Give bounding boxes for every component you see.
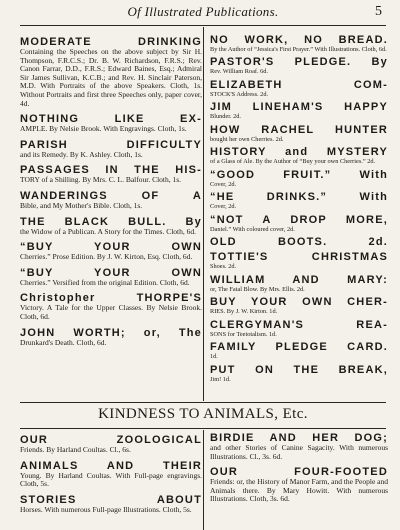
right-column bbox=[210, 34, 388, 386]
page-header bbox=[20, 4, 386, 24]
entry-title: “NOT A DROP MORE, bbox=[210, 213, 388, 226]
catalogue-entry bbox=[20, 241, 202, 262]
lower-column-divider bbox=[203, 430, 204, 530]
entry-title: HISTORY and MYSTERY bbox=[210, 146, 388, 159]
entry-title: BUY YOUR OWN CHER- bbox=[210, 296, 388, 309]
catalogue-entry bbox=[210, 319, 388, 338]
entry-description: Shoes. 2d. bbox=[210, 263, 237, 271]
catalogue-entry bbox=[210, 236, 388, 248]
catalogue-entry bbox=[210, 169, 388, 188]
catalogue-entry bbox=[20, 113, 202, 134]
entry-description: Young. By Harland Coultas. With Full-page engravings. Cloth, 5s. bbox=[20, 470, 202, 489]
entry-title: THE BLACK BULL. By bbox=[20, 215, 202, 228]
left-column bbox=[20, 36, 202, 352]
entry-description: STOCK'S Address. 2d. bbox=[210, 90, 269, 98]
catalogue-entry bbox=[210, 146, 388, 165]
catalogue-entry bbox=[210, 274, 388, 293]
catalogue-entry bbox=[20, 327, 202, 348]
entry-description: bought her own Cherries. 2d. bbox=[210, 135, 284, 143]
entry-description: Cherries.” Versified from the original Edition. Cloth, 6d. bbox=[20, 277, 190, 287]
entry-title: Christopher THORPE'S bbox=[20, 292, 202, 305]
entry-description: AMPLE. By Nelsie Brook. With Engravings. Cloth, 1s. bbox=[20, 124, 187, 134]
entry-description: Containing the Speeches on the above subject by Sir H. Thompson, F.R.C.S.; Dr. B. W. Richardson, F.R.S.; Rev. Canon Farrar, D.D., F.R.S.; Edward Baines, Esq.; Admiral Sir James Sullivan, K.C.B.; and Rev. H. Sinclair Paterson, M.D. With Portraits of the above Speakers. Cloth, 1s. Without Portraits and first three Speeches only, paper cover, 4d. bbox=[20, 47, 202, 108]
catalogue-entry bbox=[210, 214, 388, 233]
entry-description: Bible, and My Mother's Bible. Cloth, 1s. bbox=[20, 200, 143, 210]
entry-title: FAMILY PLEDGE CARD. bbox=[210, 341, 388, 354]
entry-description: and other Stories of Canine Sagacity. With numerous Illustrations. Cl., 3s. 6d. bbox=[210, 443, 388, 461]
entry-title: HOW RACHEL HUNTER bbox=[210, 123, 388, 136]
entry-title: PUT ON THE BREAK, bbox=[210, 363, 388, 376]
catalogue-entry bbox=[20, 36, 202, 108]
entry-title: STORIES ABOUT bbox=[20, 493, 202, 506]
entry-description: Rev. William Roaf. 6d. bbox=[210, 68, 268, 76]
catalogue-entry bbox=[20, 139, 202, 160]
entry-description: TORY of a Shilling. By Mrs. C. L. Balfour. Cloth, 1s. bbox=[20, 175, 182, 185]
entry-description: Friends. By Harland Coultas. Cl., 6s. bbox=[20, 445, 131, 454]
entry-title: PASTOR'S PLEDGE. By bbox=[210, 56, 388, 69]
catalogue-entry bbox=[210, 364, 388, 383]
catalogue-entry bbox=[210, 124, 388, 143]
catalogue-entry bbox=[210, 101, 388, 120]
running-title: Of Illustrated Publications. bbox=[127, 4, 279, 19]
entry-title: MODERATE DRINKING bbox=[20, 36, 202, 48]
entry-description: Cherries.” Prose Edition. By J. W. Kirton, Esq. Cloth, 6d. bbox=[20, 252, 193, 262]
entry-title: OLD BOOTS. 2d. bbox=[210, 236, 388, 249]
entry-title: OUR FOUR-FOOTED bbox=[210, 466, 388, 479]
catalogue-entry bbox=[20, 267, 202, 288]
catalogue-entry bbox=[20, 434, 202, 455]
entry-description: or, The Fatal Blow. By Mrs. Ellis. 2d. bbox=[210, 285, 305, 293]
entry-title: PASSAGES IN THE HIS- bbox=[20, 164, 202, 177]
catalogue-entry bbox=[210, 466, 388, 504]
entry-title: ELIZABETH COM- bbox=[210, 78, 388, 91]
catalogue-entry bbox=[20, 494, 202, 515]
entry-title: “GOOD FRUIT.” With bbox=[210, 168, 388, 181]
entry-description: Drunkard's Death. Cloth, 6d. bbox=[20, 337, 107, 347]
catalogue-entry bbox=[210, 56, 388, 75]
catalogue-entry bbox=[210, 34, 388, 53]
catalogue-entry bbox=[210, 79, 388, 98]
entry-description: the Widow of a Publican. A Story for the Times. Cloth, 6d. bbox=[20, 226, 197, 236]
entry-description: Friends: or, the History of Manor Farm, and the People and Animals there. By Mary Howitt. With numerous Illustrations. Cloth, 3s. 6d. bbox=[210, 477, 389, 504]
entry-description: Horses. With numerous Full-page Illustrations. Cloth, 5s. bbox=[20, 504, 192, 514]
section-rule bbox=[20, 402, 386, 403]
catalogue-entry bbox=[20, 190, 202, 211]
entry-description: Jim! 1d. bbox=[210, 375, 231, 383]
entry-description: of a Glass of Ale. By the Author of “Buy your own Cherries.” 2d. bbox=[210, 158, 376, 166]
catalogue-entry bbox=[20, 292, 202, 321]
column-divider bbox=[203, 27, 204, 401]
entry-description: Daniel.” With coloured cover, 2d. bbox=[210, 225, 295, 233]
left-lower-column bbox=[20, 434, 202, 519]
entry-description: Blunder. 2d. bbox=[210, 113, 241, 121]
entry-title: “HE DRINKS.” With bbox=[210, 191, 388, 204]
catalogue-entry bbox=[210, 191, 388, 210]
entry-title: NO WORK, NO BREAD. bbox=[210, 34, 388, 46]
entry-description: and its Remedy. By K. Ashley. Cloth, 1s. bbox=[20, 149, 143, 159]
entry-title: WILLIAM AND MARY: bbox=[210, 273, 388, 286]
section-rule-lower bbox=[20, 428, 386, 429]
right-lower-column bbox=[210, 432, 388, 509]
header-rule bbox=[20, 25, 386, 26]
entry-title: “BUY YOUR OWN bbox=[20, 266, 202, 279]
catalogue-entry bbox=[210, 341, 388, 360]
entry-title: “BUY YOUR OWN bbox=[20, 241, 202, 254]
entry-title: NOTHING LIKE EX- bbox=[20, 113, 202, 126]
entry-title: WANDERINGS OF A bbox=[20, 189, 202, 202]
entry-description: Cover, 2d. bbox=[210, 203, 237, 211]
entry-title: JOHN WORTH; or, The bbox=[20, 326, 202, 339]
entry-title: TOTTIE'S CHRISTMAS bbox=[210, 251, 388, 264]
entry-title: ANIMALS AND THEIR bbox=[20, 459, 202, 472]
catalogue-entry bbox=[210, 432, 388, 461]
entry-title: CLERGYMAN'S REA- bbox=[210, 318, 388, 331]
catalogue-entry bbox=[210, 251, 388, 270]
catalogue-entry bbox=[20, 460, 202, 489]
section-heading: KINDNESS TO ANIMALS, Etc. bbox=[98, 406, 308, 422]
catalogue-entry bbox=[20, 216, 202, 237]
entry-title: JIM LINEHAM'S HAPPY bbox=[210, 101, 388, 114]
catalogue-entry bbox=[20, 164, 202, 185]
entry-title: BIRDIE AND HER DOG; bbox=[210, 432, 388, 444]
entry-title: OUR ZOOLOGICAL bbox=[20, 434, 202, 446]
entry-title: PARISH DIFFICULTY bbox=[20, 138, 202, 151]
entry-description: By the Author of “Jessica's First Prayer.” With Illustrations. Cloth, 6d. bbox=[210, 46, 387, 53]
entry-description: Victory. A Tale for the Upper Classes. By Nelsie Brook. Cloth, 6d. bbox=[20, 303, 202, 321]
entry-description: SONS for Teetotalism. 1d. bbox=[210, 330, 277, 338]
entry-description: Cover, 2d. bbox=[210, 180, 237, 188]
page-number: 5 bbox=[375, 4, 382, 19]
catalogue-entry bbox=[210, 296, 388, 315]
entry-description: RIES. By J. W. Kirton. 1d. bbox=[210, 308, 278, 316]
entry-description: 1d. bbox=[210, 353, 218, 361]
